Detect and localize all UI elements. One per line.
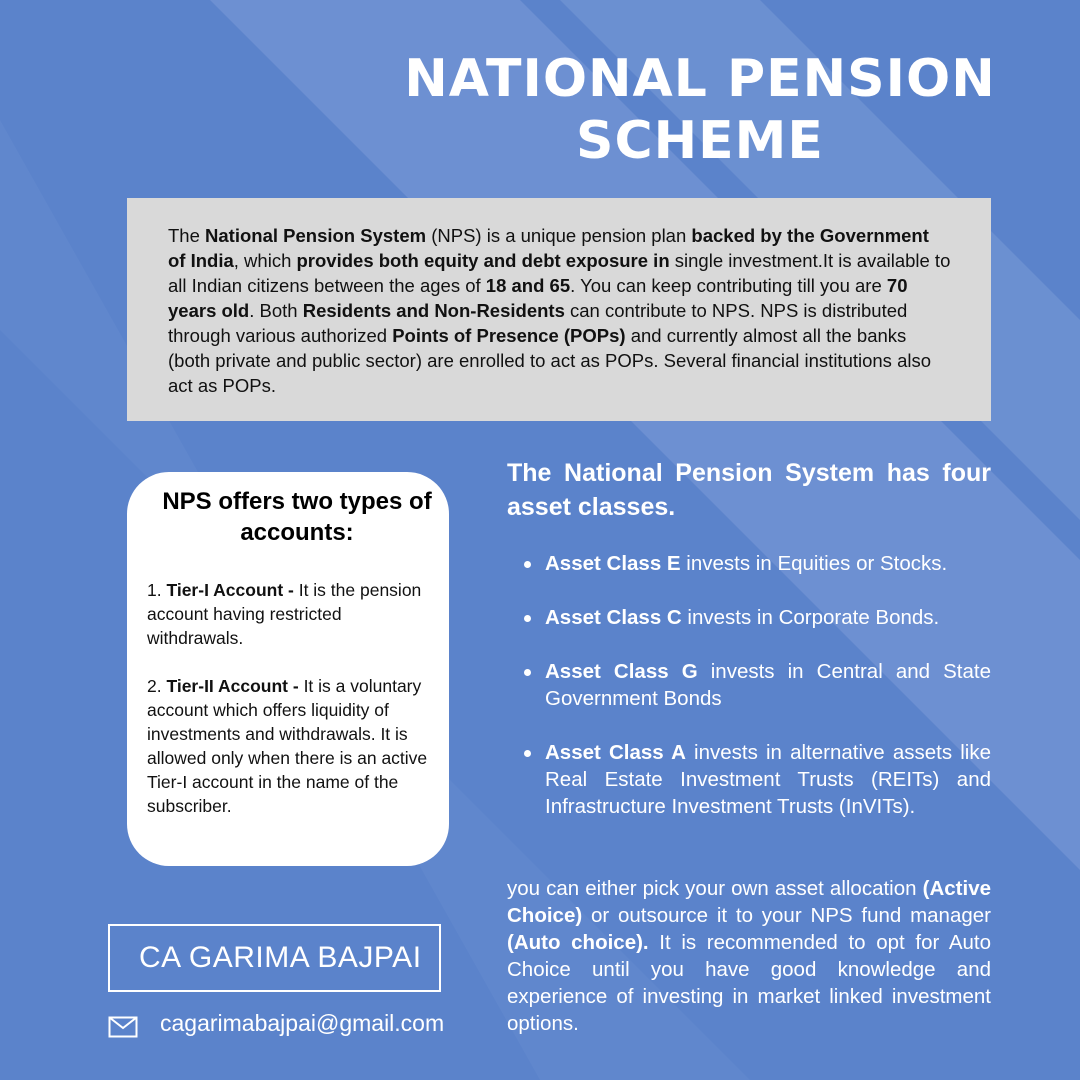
asset-classes-heading: The National Pension System has four asset classes. xyxy=(507,459,991,521)
accounts-card xyxy=(127,472,449,866)
account-item-tier-1: 1. Tier-I Account - It is the pension account having restricted withdrawals. xyxy=(147,580,422,648)
bullet-icon xyxy=(524,615,531,622)
email-link[interactable]: cagarimabajpai@gmail.com xyxy=(160,1010,445,1036)
asset-class-g: Asset Class G invests in Central and State Government Bonds xyxy=(545,658,991,712)
accounts-heading: NPS offers two types of accounts: xyxy=(162,488,432,546)
asset-class-e: Asset Class E invests in Equities or Stocks. xyxy=(545,550,991,577)
mail-icon xyxy=(108,1016,138,1038)
intro-box xyxy=(127,198,991,421)
closing-paragraph: you can either pick your own asset allocation (Active Choice) or outsource it to your NPS fund manager (Auto choice). It is recommended to opt for Auto Choice until you have good knowledge and experience of investing in market linked investment options. xyxy=(507,877,991,1035)
contact-email xyxy=(108,1008,468,1040)
title-line-1: NATIONAL PENSION xyxy=(404,49,996,109)
page-title xyxy=(400,48,1000,172)
intro-paragraph: The National Pension System (NPS) is a unique pension plan backed by the Government of India, which provides both equity and debt exposure in single investment.It is available to all Indian citizens between the ages of 18 and 65. You can keep contributing till you are 70 years old. Both Residents and Non-Residents can contribute to NPS. NPS is distributed through various authorized Points of Presence (POPs) and currently almost all the banks (both private and public sector) are enrolled to act as POPs. Several financial institutions also act as POPs. xyxy=(168,225,951,396)
account-item-tier-2: 2. Tier-II Account - It is a voluntary account which offers liquidity of investments and withdrawals. It is allowed only when there is an active Tier-I account in the name of the subscriber. xyxy=(147,676,428,816)
bullet-icon xyxy=(524,750,531,757)
author-name: CA GARIMA BAJPAI xyxy=(139,941,422,974)
asset-class-c: Asset Class C invests in Corporate Bonds. xyxy=(545,604,991,631)
bullet-icon xyxy=(524,561,531,568)
author-name-box xyxy=(108,924,441,992)
asset-classes-list xyxy=(507,550,991,847)
asset-class-a: Asset Class A invests in alternative assets like Real Estate Investment Trusts (REITs) and Infrastructure Investment Trusts (InVITs). xyxy=(545,739,991,820)
bullet-icon xyxy=(524,669,531,676)
title-line-2: SCHEME xyxy=(576,111,824,171)
